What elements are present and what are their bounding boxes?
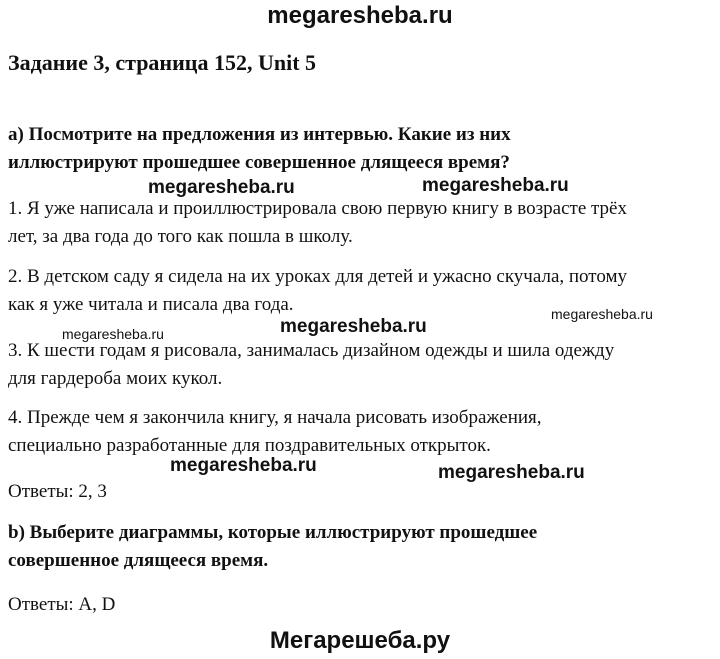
item-2-line-1: 2. В детском саду я сидела на их уроках для детей и ужасно скучала, потому: [8, 266, 628, 287]
watermark: megaresheba.ru: [62, 326, 164, 342]
part-b-question-line: совершенное длящееся время.: [8, 550, 269, 571]
part-a-question-line: a) Посмотрите на предложения из интервью. Какие из них: [8, 124, 511, 145]
part-b-question-line: b) Выберите диаграммы, которые иллюстрируют прошедшее: [8, 522, 538, 543]
part-a-question-line: иллюстрируют прошедшее совершенное длящееся время?: [8, 152, 510, 173]
watermark: megaresheba.ru: [438, 462, 585, 483]
site-header: megaresheba.ru: [267, 2, 453, 29]
watermark: megaresheba.ru: [422, 175, 569, 196]
watermark: megaresheba.ru: [551, 306, 653, 322]
watermark: megaresheba.ru: [148, 177, 295, 198]
watermark: megaresheba.ru: [280, 316, 427, 337]
item-1-line-1: 1. Я уже написала и проиллюстрировала свою первую книгу в возрасте трёх: [8, 198, 627, 219]
task-title: Задание 3, страница 152, Unit 5: [8, 50, 317, 75]
item-1-line-2: лет, за два года до того как пошла в школу.: [8, 226, 353, 247]
part-a-answer: Ответы: 2, 3: [8, 481, 107, 502]
item-4-line-2: специально разработанные для поздравительных открыток.: [8, 435, 491, 456]
item-2-line-2: как я уже читала и писала два года.: [8, 294, 294, 315]
watermark: megaresheba.ru: [170, 455, 317, 476]
item-3-line-1: 3. К шести годам я рисовала, занималась дизайном одежды и шила одежду: [8, 340, 615, 361]
item-4-line-1: 4. Прежде чем я закончила книгу, я начала рисовать изображения,: [8, 407, 542, 428]
item-3-line-2: для гардероба моих кукол.: [8, 368, 223, 389]
site-footer: Мегарешеба.ру: [269, 627, 451, 654]
part-b-answer: Ответы: A, D: [8, 594, 116, 615]
